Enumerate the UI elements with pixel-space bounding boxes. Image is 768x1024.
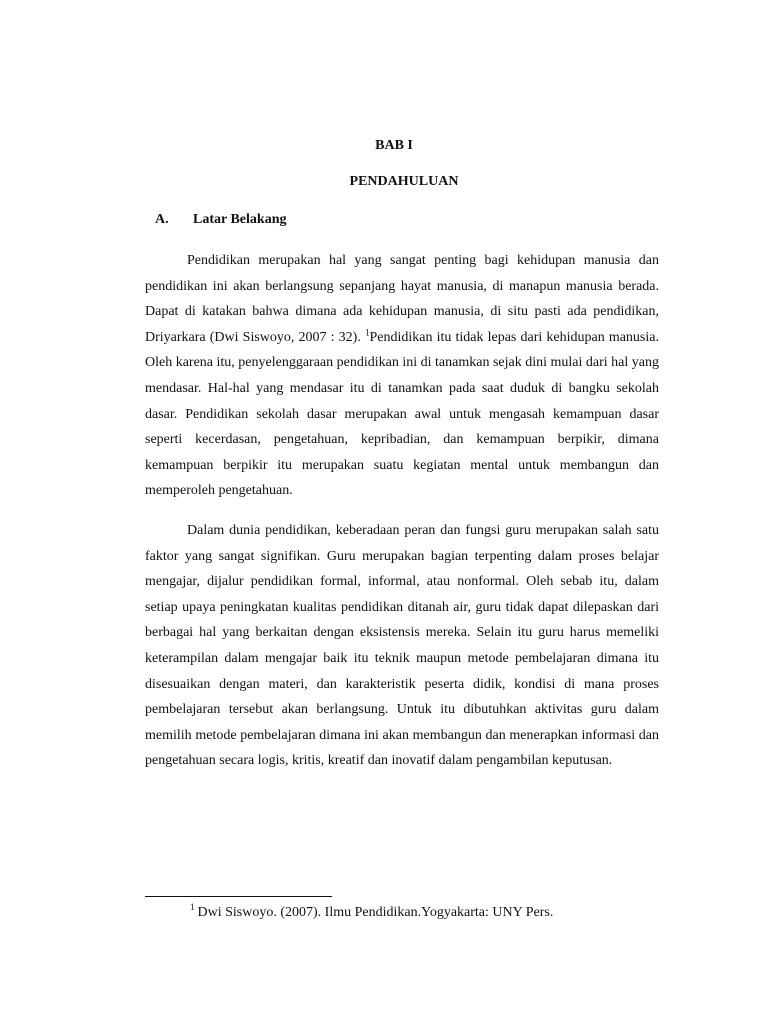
chapter-title: PENDAHULUAN: [349, 174, 459, 189]
footnote-number: 1: [190, 902, 195, 913]
paragraph-1: [145, 248, 659, 504]
body-text: [145, 248, 659, 774]
footnote: [190, 903, 553, 923]
chapter-number: BAB I: [375, 138, 413, 153]
section-title: Latar Belakang: [193, 212, 287, 227]
paragraph-1-text-b: Pendidikan itu tidak lepas dari kehidupan manusia. Oleh karena itu, penyelenggaraan pendidikan ini di tanamkan sejak dini mulai dari hal yang mendasar. Hal-hal yang mendasar itu di tanamkan pada saat duduk di bangku sekolah dasar. Pendidikan sekolah dasar merupakan awal untuk mengasah kemampuan dasar seperti kecerdasan, pengetahuan, kepribadian, dan kemampuan berpikir, dimana kemampuan berpikir itu merupakan suatu kegiatan mental untuk membangun dan memperoleh pengetahuan.: [145, 329, 659, 499]
footnote-text: Dwi Siswoyo. (2007). Ilmu Pendidikan.Yogyakarta: UNY Pers.: [197, 905, 554, 920]
footnote-divider: [145, 896, 332, 897]
section-heading: [145, 210, 286, 230]
paragraph-2: Dalam dunia pendidikan, keberadaan peran dan fungsi guru merupakan salah satu faktor yang sangat signifikan. Guru merupakan bagian terpenting dalam proses belajar mengajar, dijalur pendidikan formal, informal, atau nonformal. Oleh sebab itu, dalam setiap upaya peningkatan kualitas pendidikan ditanah air, guru tidak dapat dilepaskan dari berbagai hal yang berkaitan dengan eksistensis mereka. Selain itu guru harus memeliki keterampilan dalam mengajar baik itu teknik maupun metode pembelajaran dimana itu disesuaikan dengan materi, dan karakteristik peserta didik, kondisi di mana proses pembelajaran tersebut akan berlangsung. Untuk itu dibutuhkan aktivitas guru dalam memilih metode pembelajaran dimana ini akan membangun dan menerapkan informasi dan pengetahuan secara logis, kritis, kreatif dan inovatif dalam pengambilan keputusan.: [145, 522, 659, 769]
paragraph-1-text-a: Pendidikan merupakan hal yang sangat penting bagi kehidupan manusia dan pendidikan ini akan berlangsung sepanjang hayat manusia, di manapun manusia berada. Dapat di katakan bahwa dimana ada kehidupan manusia, di situ pasti ada pendidikan, Driyarkara (Dwi Siswoyo, 2007 : 32).: [145, 253, 659, 345]
chapter-heading: [0, 136, 768, 192]
footnote-reference: 1: [364, 327, 370, 338]
section-letter: A.: [155, 212, 169, 227]
